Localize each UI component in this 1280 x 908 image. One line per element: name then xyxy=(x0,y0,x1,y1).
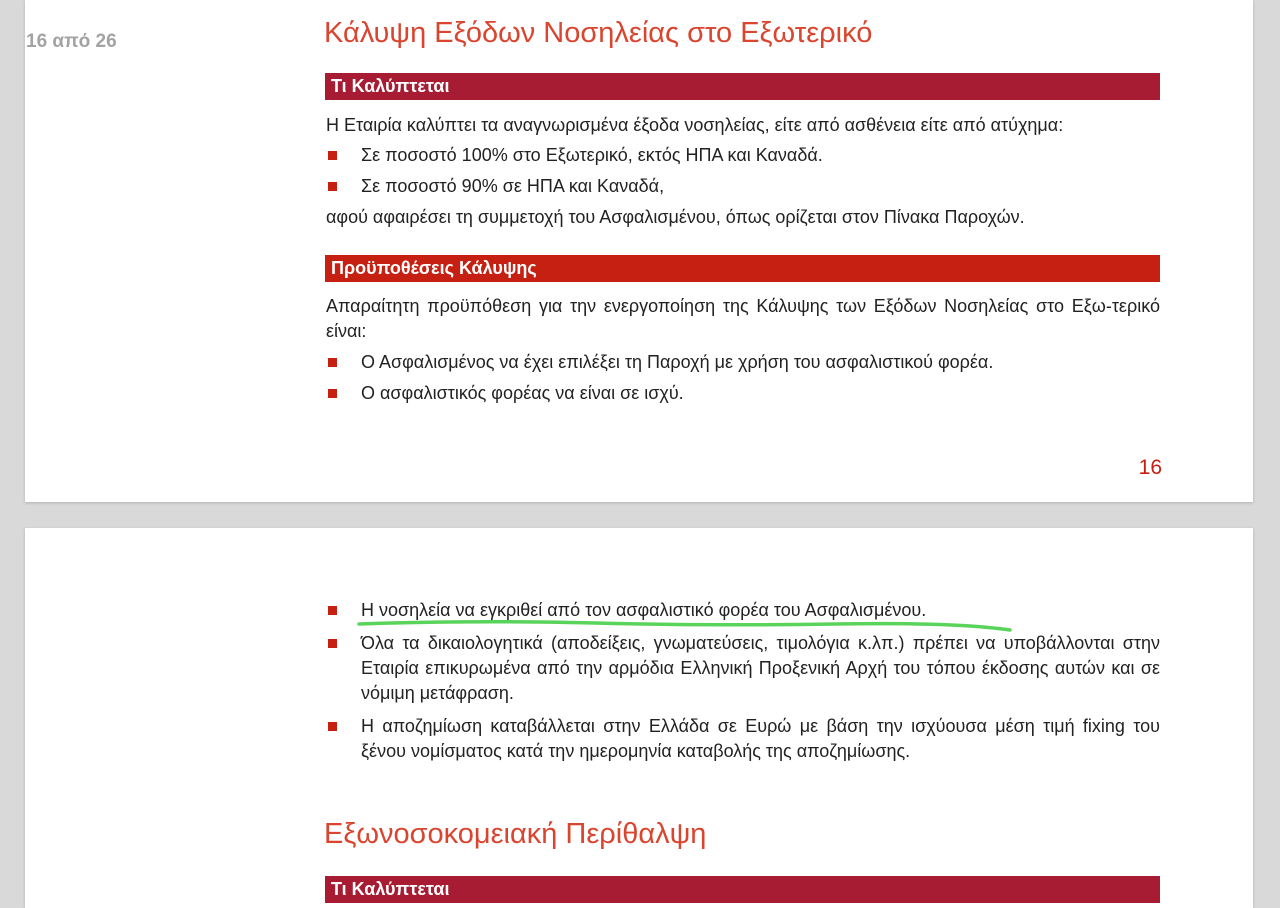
coverage-intro: Η Εταιρία καλύπτει τα αναγνωρισμένα έξοδα νοσηλείας, είτε από ασθένεια είτε από ατύχημα: xyxy=(326,115,1064,135)
page-counter: 16 από 26 xyxy=(26,31,117,52)
square-bullet-icon xyxy=(328,722,337,731)
section-title-outpatient: Εξωνοσοκομειακή Περίθαλψη xyxy=(324,818,707,850)
square-bullet-icon xyxy=(328,389,337,398)
square-bullet-icon xyxy=(328,358,337,367)
conditions-intro: Απαραίτητη προϋπόθεση για την ενεργοποίηση της Κάλυψης των Εξόδων Νοσηλείας στο Εξω-τερικό είναι: xyxy=(326,296,1160,341)
square-bullet-icon xyxy=(328,606,337,615)
document-page-17 xyxy=(25,528,1253,908)
list-item: Όλα τα δικαιολογητικά (αποδείξεις, γνωματεύσεις, τιμολόγια κ.λπ.) πρέπει να υποβάλλονται στην Εταιρία επικυρωμένα από την αρμόδια Ελληνική Προξενική Αρχή του τόπου έκδοσης αυτών και σε νόμιμη μετάφραση. xyxy=(326,631,1160,706)
section-header-coverage: Τι Καλύπτεται xyxy=(325,876,1160,903)
section-header-conditions: Προϋποθέσεις Κάλυψης xyxy=(325,255,1160,282)
square-bullet-icon xyxy=(328,182,337,191)
list-item: Σε ποσοστό 90% σε ΗΠΑ και Καναδά, xyxy=(326,174,1160,199)
section-header-coverage: Τι Καλύπτεται xyxy=(325,73,1160,100)
list-item: Ο ασφαλιστικός φορέας να είναι σε ισχύ. xyxy=(326,381,1160,406)
page-number: 16 xyxy=(1138,456,1162,479)
list-item: Η αποζημίωση καταβάλλεται στην Ελλάδα σε Ευρώ με βάση την ισχύουσα μέση τιμή fixing του ξένου νομίσματος κατά την ημερομηνία καταβολής της αποζημίωσης. xyxy=(326,714,1160,764)
document-page-16 xyxy=(25,0,1253,502)
square-bullet-icon xyxy=(328,151,337,160)
list-item: Σε ποσοστό 100% στο Εξωτερικό, εκτός ΗΠΑ και Καναδά. xyxy=(326,143,1160,168)
list-item: Ο Ασφαλισμένος να έχει επιλέξει τη Παροχή με χρήση του ασφαλιστικού φορέα. xyxy=(326,350,1160,375)
square-bullet-icon xyxy=(328,639,337,648)
list-item: Η νοσηλεία να εγκριθεί από τον ασφαλιστικό φορέα του Ασφαλισμένου. xyxy=(326,598,1160,623)
page-title: Κάλυψη Εξόδων Νοσηλείας στο Εξωτερικό xyxy=(324,17,873,49)
coverage-outro: αφού αφαιρέσει τη συμμετοχή του Ασφαλισμένου, όπως ορίζεται στον Πίνακα Παροχών. xyxy=(326,207,1025,227)
